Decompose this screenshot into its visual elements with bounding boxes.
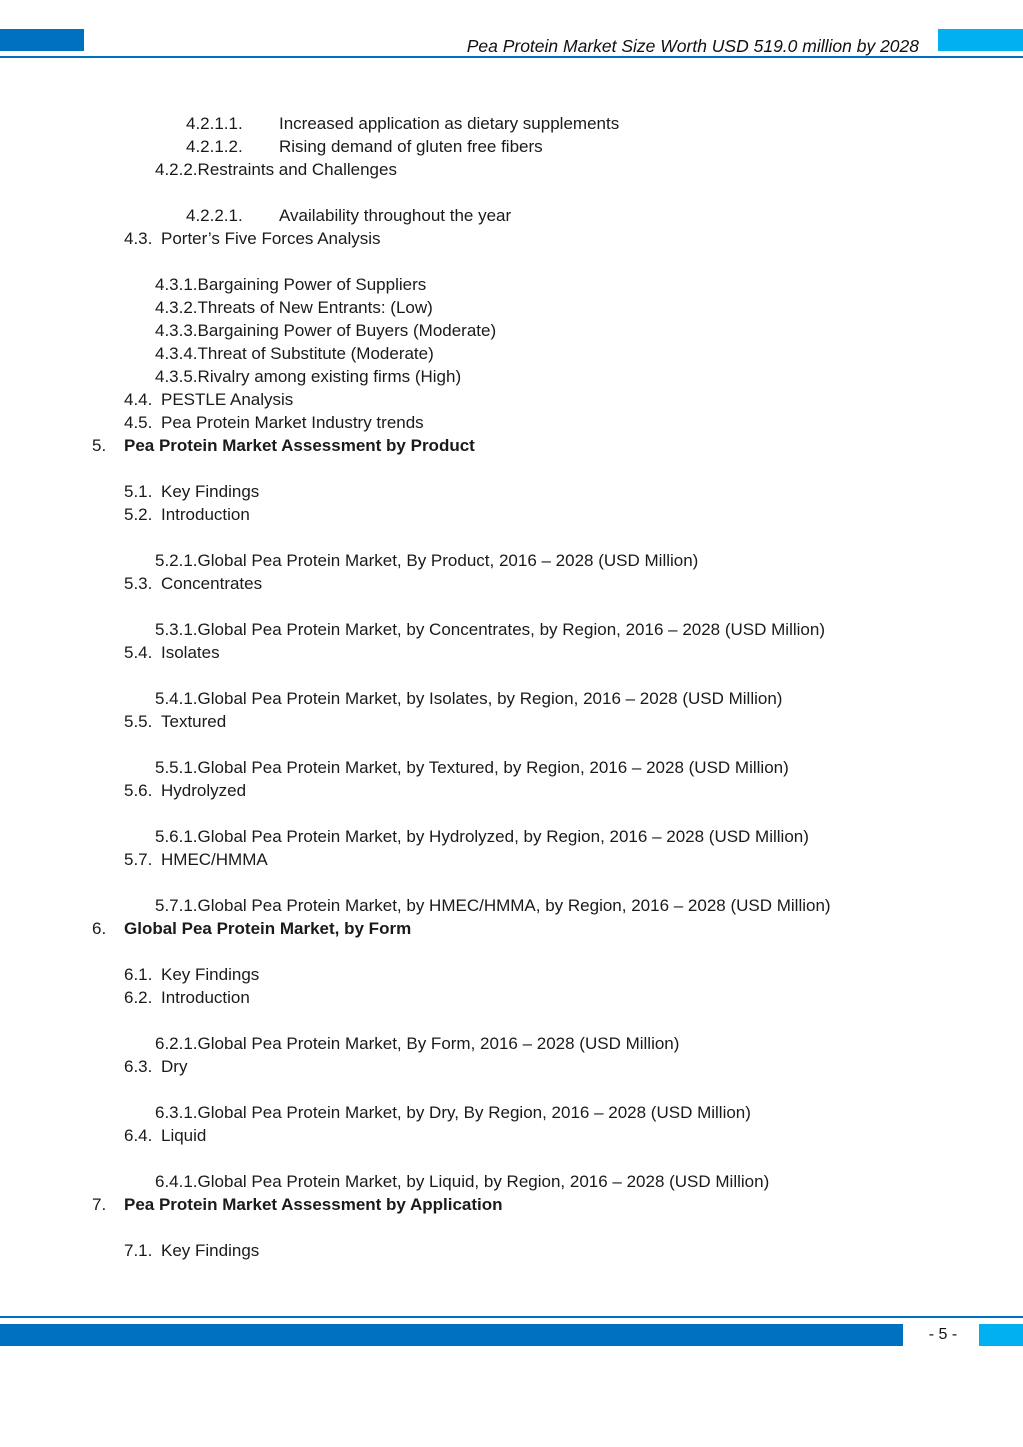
toc-entry-number: 5. <box>92 436 107 455</box>
toc-entry-title: Pea Protein Market Assessment by Application <box>124 1195 503 1214</box>
toc-entry-number: 5.7. <box>124 850 153 869</box>
toc-entry-title: Porter’s Five Forces Analysis <box>161 229 381 248</box>
toc-entry-title: Increased application as dietary supplements <box>279 114 620 133</box>
toc-entry-number: 5.5.1. <box>155 758 198 777</box>
toc-entry-title: Key Findings <box>161 482 260 501</box>
toc-entry-title: Rising demand of gluten free fibers <box>279 137 543 156</box>
toc-entry-title: HMEC/HMMA <box>161 850 268 869</box>
toc-entry-title: Liquid <box>161 1126 207 1145</box>
toc-entry-number: 4.2.1.1. <box>186 114 243 133</box>
footer-accent-bar-right <box>979 1324 1023 1346</box>
toc-entry-title: Global Pea Protein Market, by Isolates, by Region, 2016 – 2028 (USD Million) <box>197 689 783 708</box>
toc-entry-number: 7. <box>92 1195 107 1214</box>
toc-entry-number: 4.2.1.2. <box>186 137 243 156</box>
toc-entry-title: Key Findings <box>161 1241 260 1260</box>
toc-entry-title: Global Pea Protein Market, by HMEC/HMMA, by Region, 2016 – 2028 (USD Million) <box>197 896 831 915</box>
toc-entry-line <box>155 319 496 342</box>
toc-entry-title: Rivalry among existing firms (High) <box>197 367 462 386</box>
toc-entry-number: 6.3. <box>124 1057 153 1076</box>
toc-entry-number: 6. <box>92 919 107 938</box>
toc-entry-number: 4.3.4. <box>155 344 198 363</box>
toc-entry-number: 5.6. <box>124 781 153 800</box>
toc-entry-title: Threats of New Entrants: (Low) <box>197 298 433 317</box>
toc-entry-number: 4.2.2.1. <box>186 206 243 225</box>
toc-entry-title: Global Pea Protein Market, by Hydrolyzed, by Region, 2016 – 2028 (USD Million) <box>197 827 809 846</box>
toc-entry-title: Pea Protein Market Assessment by Product <box>124 436 475 455</box>
toc-entry-line <box>155 342 434 365</box>
toc-entry-line <box>155 687 782 710</box>
toc-entry-number: 5.6.1. <box>155 827 198 846</box>
toc-entry-number: 4.3.5. <box>155 367 198 386</box>
toc-entry-number: 4.3.2. <box>155 298 198 317</box>
toc-entry-line <box>155 549 698 572</box>
toc-entry-line <box>155 1032 679 1055</box>
toc-entry-title: Availability throughout the year <box>279 206 512 225</box>
toc-entry-number: 4.2.2. <box>155 160 198 179</box>
toc-entry-title: Concentrates <box>161 574 263 593</box>
toc-entry-number: 6.3.1. <box>155 1103 198 1122</box>
toc-entry-number: 4.3.1. <box>155 275 198 294</box>
toc-entry-number: 6.4. <box>124 1126 153 1145</box>
toc-entry-line <box>155 158 397 181</box>
toc-entry-title: Global Pea Protein Market, by Concentrates, by Region, 2016 – 2028 (USD Million) <box>197 620 825 639</box>
toc-entry-title: Global Pea Protein Market, By Product, 2016 – 2028 (USD Million) <box>197 551 699 570</box>
toc-entry-number: 6.4.1. <box>155 1172 198 1191</box>
toc-entry-title: Textured <box>161 712 227 731</box>
toc-entry-title: Bargaining Power of Buyers (Moderate) <box>197 321 497 340</box>
header-title: Pea Protein Market Size Worth USD 519.0 million by 2028 <box>466 36 919 56</box>
header-accent-bar-left <box>0 29 84 51</box>
toc-entry-number: 4.4. <box>124 390 153 409</box>
toc-entry-title: Dry <box>161 1057 188 1076</box>
toc-entry-title: Global Pea Protein Market, by Textured, by Region, 2016 – 2028 (USD Million) <box>197 758 789 777</box>
toc-entry-number: 6.1. <box>124 965 153 984</box>
toc-entry-line <box>155 1101 751 1124</box>
header-rule <box>0 56 1023 58</box>
toc-entry-line <box>155 273 426 296</box>
toc-entry-line <box>155 1170 769 1193</box>
toc-entry-number: 6.2.1. <box>155 1034 198 1053</box>
page-number: - 5 - <box>928 1326 958 1343</box>
toc-entry-number: 4.3. <box>124 229 153 248</box>
toc-entry-number: 4.3.3. <box>155 321 198 340</box>
toc-entry-title: Global Pea Protein Market, by Form <box>124 919 412 938</box>
footer-rule <box>0 1316 1023 1318</box>
toc-entry-number: 5.2.1. <box>155 551 198 570</box>
toc-entry-title: Introduction <box>161 505 250 524</box>
toc-entry-title: Global Pea Protein Market, by Dry, By Region, 2016 – 2028 (USD Million) <box>197 1103 751 1122</box>
toc-entry-title: Global Pea Protein Market, By Form, 2016 – 2028 (USD Million) <box>197 1034 680 1053</box>
toc-entry-number: 5.4.1. <box>155 689 198 708</box>
toc-entry-line <box>155 365 461 388</box>
toc-entry-title: Introduction <box>161 988 250 1007</box>
toc-entry-number: 5.4. <box>124 643 153 662</box>
header-accent-bar-right <box>938 29 1023 51</box>
toc-entry-number: 5.1. <box>124 482 153 501</box>
toc-entry-number: 5.7.1. <box>155 896 198 915</box>
toc-entry-line <box>155 296 433 319</box>
toc-entry-title: Threat of Substitute (Moderate) <box>197 344 434 363</box>
toc-entry-number: 7.1. <box>124 1241 153 1260</box>
toc-entry-title: Bargaining Power of Suppliers <box>197 275 427 294</box>
toc-entry-title: Isolates <box>161 643 220 662</box>
toc-entry-number: 5.3.1. <box>155 620 198 639</box>
toc-entry-title: PESTLE Analysis <box>161 390 294 409</box>
toc-entry-line <box>155 825 809 848</box>
toc-entry-title: Hydrolyzed <box>161 781 247 800</box>
toc-entry-line <box>155 618 825 641</box>
toc-entry-number: 5.5. <box>124 712 153 731</box>
toc-entry-line <box>155 756 789 779</box>
toc-entry-number: 4.5. <box>124 413 153 432</box>
toc-entry-title: Key Findings <box>161 965 260 984</box>
toc-entry-title: Pea Protein Market Industry trends <box>161 413 424 432</box>
toc-entry-title: Global Pea Protein Market, by Liquid, by Region, 2016 – 2028 (USD Million) <box>197 1172 770 1191</box>
toc-entry-number: 5.2. <box>124 505 153 524</box>
toc-entry-line <box>155 894 831 917</box>
footer-accent-bar-left <box>0 1324 903 1346</box>
toc-entry-number: 5.3. <box>124 574 153 593</box>
toc-entry-number: 6.2. <box>124 988 153 1007</box>
toc-entry-title: Restraints and Challenges <box>197 160 397 179</box>
